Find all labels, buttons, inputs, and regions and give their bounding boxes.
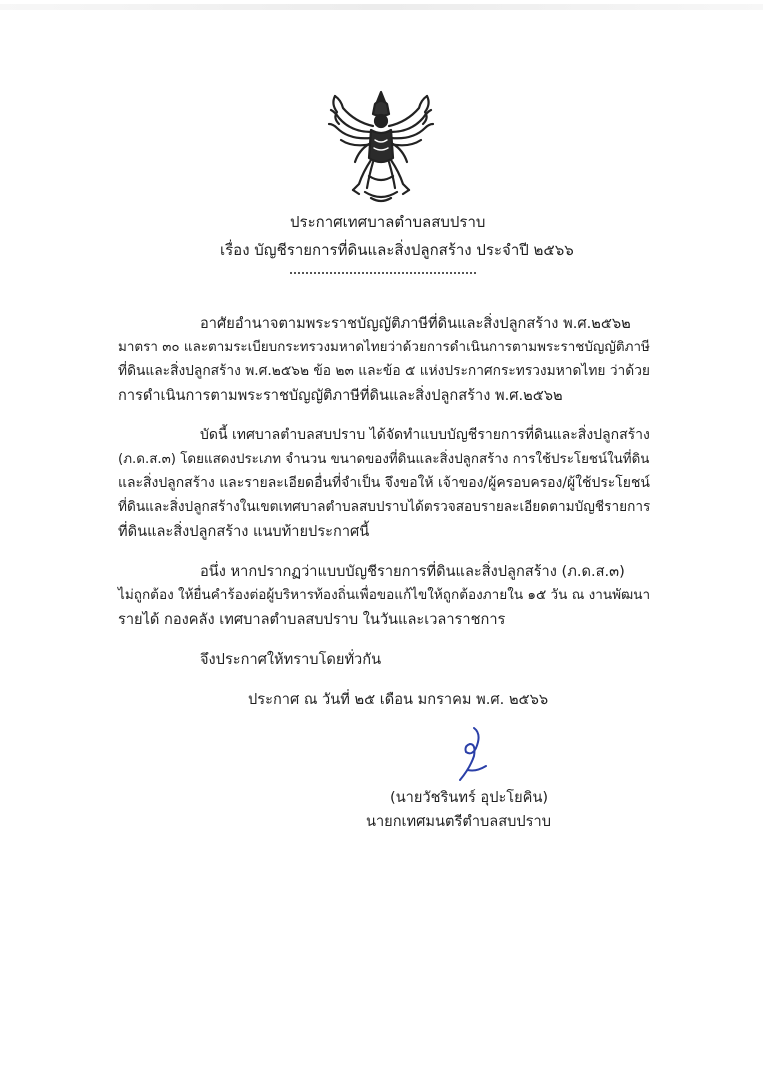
paragraph-2-line-2: (ภ.ด.ส.๓) โดยแสดงประเภท จำนวน ขนาดของที่ดินและสิ่งปลูกสร้าง การใช้ประโยชน์ในที่ดิน: [118, 452, 650, 467]
paragraph-1-line-2: มาตรา ๓๐ และตามระเบียบกระทรวงมหาดไทยว่าด้วยการดำเนินการตามพระราชบัญญัติภาษี: [118, 340, 650, 355]
header-divider: [290, 272, 476, 274]
signature-mark: [446, 724, 496, 784]
announcement-date: ประกาศ ณ วันที่ ๒๕ เดือน มกราคม พ.ศ. ๒๕๖๖: [248, 691, 549, 708]
signatory-title: นายกเทศมนตรีตำบลสบปราบ: [366, 813, 551, 830]
scan-artifact: [0, 4, 763, 10]
paragraph-1-line-4: การดำเนินการตามพระราชบัญญัติภาษีที่ดินและสิ่งปลูกสร้าง พ.ศ.๒๕๖๒: [118, 387, 563, 404]
signatory-name: (นายวัชรินทร์ อุปะโยคิน): [390, 789, 549, 806]
paragraph-1-line-1: อาศัยอำนาจตามพระราชบัญญัติภาษีที่ดินและสิ่งปลูกสร้าง พ.ศ.๒๕๖๒: [200, 315, 631, 332]
announcement-subject: เรื่อง บัญชีรายการที่ดินและสิ่งปลูกสร้าง ประจำปี ๒๕๖๖: [220, 241, 574, 259]
announcement-org: ประกาศเทศบาลตำบลสบปราบ: [290, 213, 486, 231]
paragraph-3-line-1: อนึ่ง หากปรากฏว่าแบบบัญชีรายการที่ดินและสิ่งปลูกสร้าง (ภ.ด.ส.๓): [200, 563, 625, 580]
paragraph-3-line-3: รายได้ กองคลัง เทศบาลตำบลสบปราบ ในวันและเวลาราชการ: [118, 611, 506, 628]
closing-statement: จึงประกาศให้ทราบโดยทั่วกัน: [200, 651, 382, 668]
paragraph-3-line-2: ไม่ถูกต้อง ให้ยื่นคำร้องต่อผู้บริหารท้องถิ่นเพื่อขอแก้ไขให้ถูกต้องภายใน ๑๕ วัน ณ งานพัฒนา: [118, 587, 651, 603]
paragraph-2-line-1: บัดนี้ เทศบาลตำบลสบปราบ ได้จัดทำแบบบัญชีรายการที่ดินและสิ่งปลูกสร้าง: [200, 427, 650, 443]
garuda-emblem-icon: [325, 88, 437, 206]
paragraph-2-line-5: ที่ดินและสิ่งปลูกสร้าง แนบท้ายประกาศนี้: [118, 523, 370, 540]
paragraph-1-line-3: ที่ดินและสิ่งปลูกสร้าง พ.ศ.๒๕๖๒ ข้อ ๒๓ และข้อ ๕ แห่งประกาศกระทรวงมหาดไทย ว่าด้วย: [118, 363, 650, 379]
paragraph-2-line-4: ที่ดินและสิ่งปลูกสร้างในเขตเทศบาลตำบลสบปราบได้ตรวจสอบรายละเอียดตามบัญชีรายการ: [118, 499, 651, 515]
paragraph-2-line-3: และสิ่งปลูกสร้าง และรายละเอียดอื่นที่จำเป็น จึงขอให้ เจ้าของ/ผู้ครอบครอง/ผู้ใช้ประโยชน์: [118, 475, 650, 491]
